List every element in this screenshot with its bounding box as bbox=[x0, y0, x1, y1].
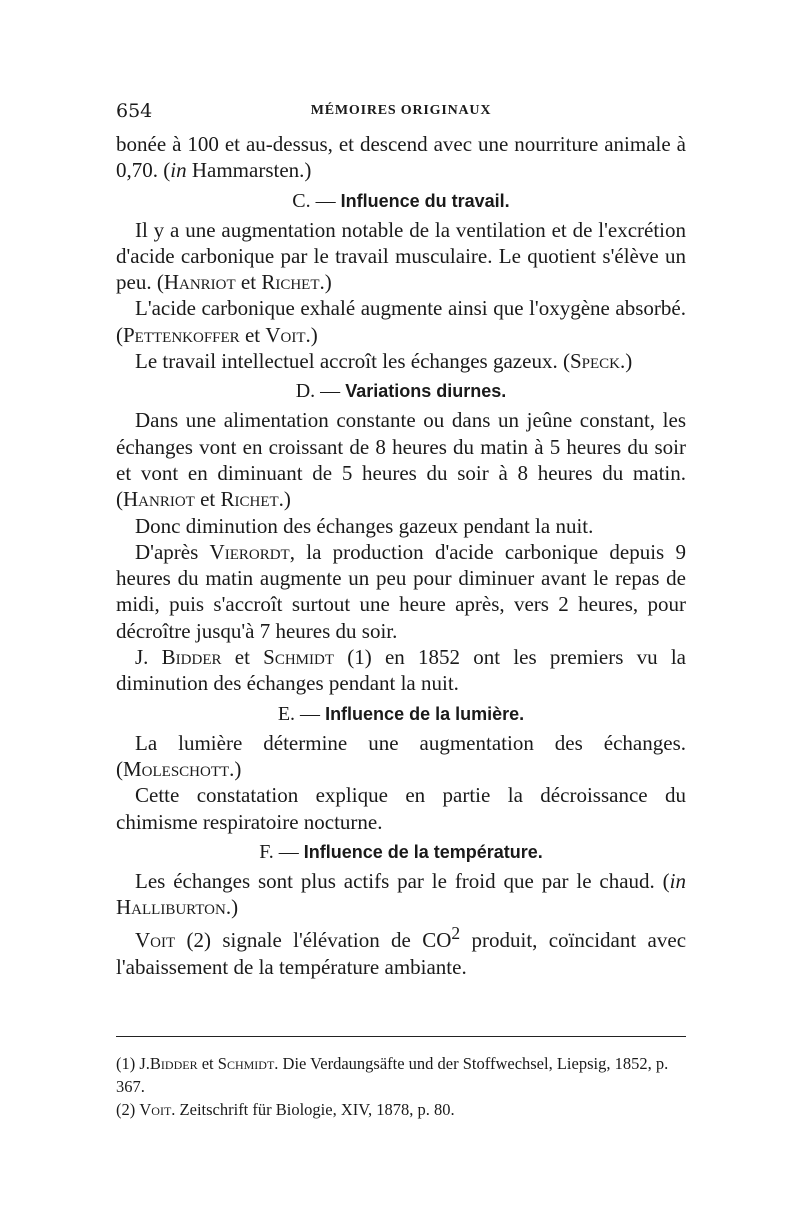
paragraph: Le travail intellectuel accroît les échanges gazeux. (Speck.) bbox=[135, 349, 633, 374]
footnotes bbox=[116, 1052, 686, 1121]
paragraph: D'après Vierordt, la production d'acide carbonique depuis 9 heures du matin augmente un peu pour diminuer avant le repas de midi, puis s'accroît surtout une heure après, vers 2 heures, pour décroître jusqu'à 7 heures du soir. bbox=[116, 539, 686, 643]
section-heading-f: F. — Influence de la température. bbox=[259, 840, 543, 863]
footnote-2: (2) Voit. Zeitschrift für Biologie, XIV, 1878, p. 80. bbox=[116, 1100, 455, 1119]
page-number: 654 bbox=[116, 100, 153, 122]
footnote-1: (1) J.Bidder et Schmidt. Die Verdaungsäfte und der Stoffwechsel, Liepsig, 1852, p. 367. bbox=[116, 1054, 669, 1096]
paragraph: Cette constatation explique en partie la décroissance du chimisme respiratoire nocturne. bbox=[116, 783, 686, 834]
paragraph: J. Bidder et Schmidt (1) en 1852 ont les premiers vu la diminution des échanges pendant la nuit. bbox=[116, 645, 687, 696]
section-heading-e: E. — Influence de la lumière. bbox=[277, 702, 525, 725]
footnote-divider bbox=[116, 1036, 686, 1037]
paragraph: Dans une alimentation constante ou dans un jeûne constant, les échanges vont en croissant de 8 heures du matin à 5 heures du soir et vont en diminuant de 5 heures du soir à 8 heures du matin. (Hanriot et Richet.) bbox=[116, 408, 686, 512]
paragraph: Voit (2) signale l'élévation de $CO^2$ produit, coïncidant avec l'abaissement de la température ambiante. bbox=[116, 923, 687, 979]
page-header bbox=[116, 100, 686, 130]
paragraph: Les échanges sont plus actifs par le froid que par le chaud. (in Halliburton.) bbox=[116, 868, 686, 920]
paragraph: La lumière détermine une augmentation des échanges. (Moleschott.) bbox=[116, 730, 686, 781]
body-text bbox=[116, 131, 686, 980]
paragraph-continued: bonée à 100 et au-dessus, et descend avec une nourriture animale à 0,70. (in Hammarsten.) bbox=[116, 132, 686, 183]
paragraph: L'acide carbonique exhalé augmente ainsi que l'oxygène absorbé. (Pettenkoffer et Voit.) bbox=[116, 296, 686, 347]
running-head: MÉMOIRES ORIGINAUX bbox=[310, 103, 492, 118]
section-heading-c: C. — Influence du travail. bbox=[292, 189, 510, 212]
paragraph: Il y a une augmentation notable de la ventilation et de l'excrétion d'acide carbonique par le travail musculaire. Le quotient s'élève un peu. (Hanriot et Richet.) bbox=[116, 217, 686, 295]
paragraph: Donc diminution des échanges gazeux pendant la nuit. bbox=[135, 513, 594, 538]
section-heading-d: D. — Variations diurnes. bbox=[295, 380, 507, 403]
